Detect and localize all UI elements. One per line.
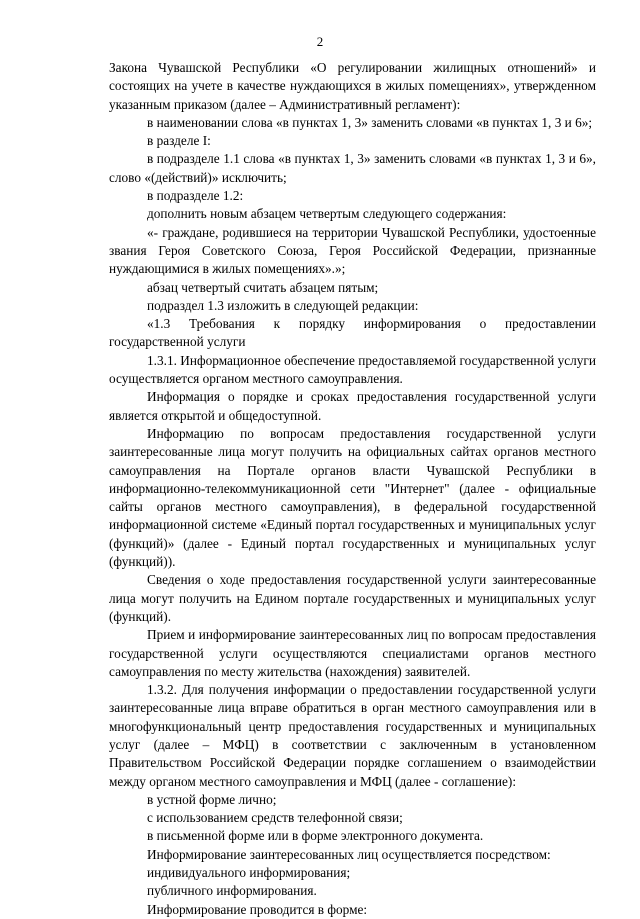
paragraph: подраздел 1.3 изложить в следующей редакции:: [147, 297, 419, 313]
paragraph: в подразделе 1.2:: [147, 188, 244, 204]
paragraph: в устной форме лично;: [147, 791, 277, 807]
paragraph: Информацию по вопросам предоставления государственной услуги заинтересованные лица могут получить на официальных сайтах органов местного самоуправления на Портале органов власти Чувашской Республики в информационно-телекоммуникационной сети "Интернет" (далее - официальные сайты органов местного самоуправления), в федеральной государственной информационной системе «Единый портал государственных и муниципальных услуг (функций)» (далее - Единый портал государственных и муниципальных услуг (функций)).: [109, 425, 596, 570]
paragraph: 1.3.2. Для получения информации о предоставлении государственной услуги заинтересованные лица вправе обратиться в орган местного самоуправления или в многофункциональный центр предоставления государственных и муниципальных услуг (далее – МФЦ) в соответствии с заключенным в установленном Правительством Российской Федерации порядке соглашением о взаимодействии между органом местного самоуправления и МФЦ (далее - соглашение):: [109, 682, 596, 789]
paragraph: Закона Чувашской Республики «О регулировании жилищных отношений» и состоящих на учете в качестве нуждающихся в жилых помещениях», утвержденном указанным приказом (далее – Административный регламент):: [109, 60, 596, 112]
paragraph: 1.3.1. Информационное обеспечение предоставляемой государственной услуги осуществляется органом местного самоуправления.: [109, 352, 596, 387]
paragraph: индивидуального информирования;: [147, 865, 351, 881]
paragraph: в письменной форме или в форме электронного документа.: [147, 828, 484, 844]
paragraph: «1.3 Требования к порядку информирования о предоставлении государственной услуги: [109, 316, 596, 350]
page-number: 2: [316, 34, 324, 49]
paragraph: в подразделе 1.1 слова «в пунктах 1, 3» заменить словами «в пунктах 1, 3 и 6», слово «(действий)» исключить;: [109, 151, 596, 185]
paragraph: публичного информирования.: [147, 883, 317, 899]
paragraph: дополнить новым абзацем четвертым следующего содержания:: [147, 206, 507, 222]
paragraph: «- граждане, родившиеся на территории Чувашской Республики, удостоенные звания Героя Советского Союза, Героя Российской Федерации, признанные нуждающимися в жилых помещениях».»;: [109, 224, 596, 277]
paragraph: Сведения о ходе предоставления государственной услуги заинтересованные лица могут получить на Едином портале государственных и муниципальных услуг (функций).: [109, 572, 596, 624]
paragraph: Информация о порядке и сроках предоставления государственной услуги является открытой и общедоступной.: [109, 389, 596, 423]
document-body: [109, 59, 596, 919]
paragraph: Прием и информирование заинтересованных лиц по вопросам предоставления государственной услуги осуществляются специалистами органов местного самоуправления по месту жительства (нахождения) заявителей.: [109, 627, 596, 679]
paragraph: абзац четвертый считать абзацем пятым;: [147, 279, 379, 295]
paragraph: в наименовании слова «в пунктах 1, 3» заменить словами «в пунктах 1, 3 и 6»;: [147, 114, 593, 130]
paragraph: с использованием средств телефонной связи;: [147, 810, 403, 826]
paragraph: Информирование проводится в форме:: [147, 901, 368, 917]
paragraph: в разделе I:: [147, 133, 211, 149]
paragraph: Информирование заинтересованных лиц осуществляется посредством:: [147, 846, 551, 862]
